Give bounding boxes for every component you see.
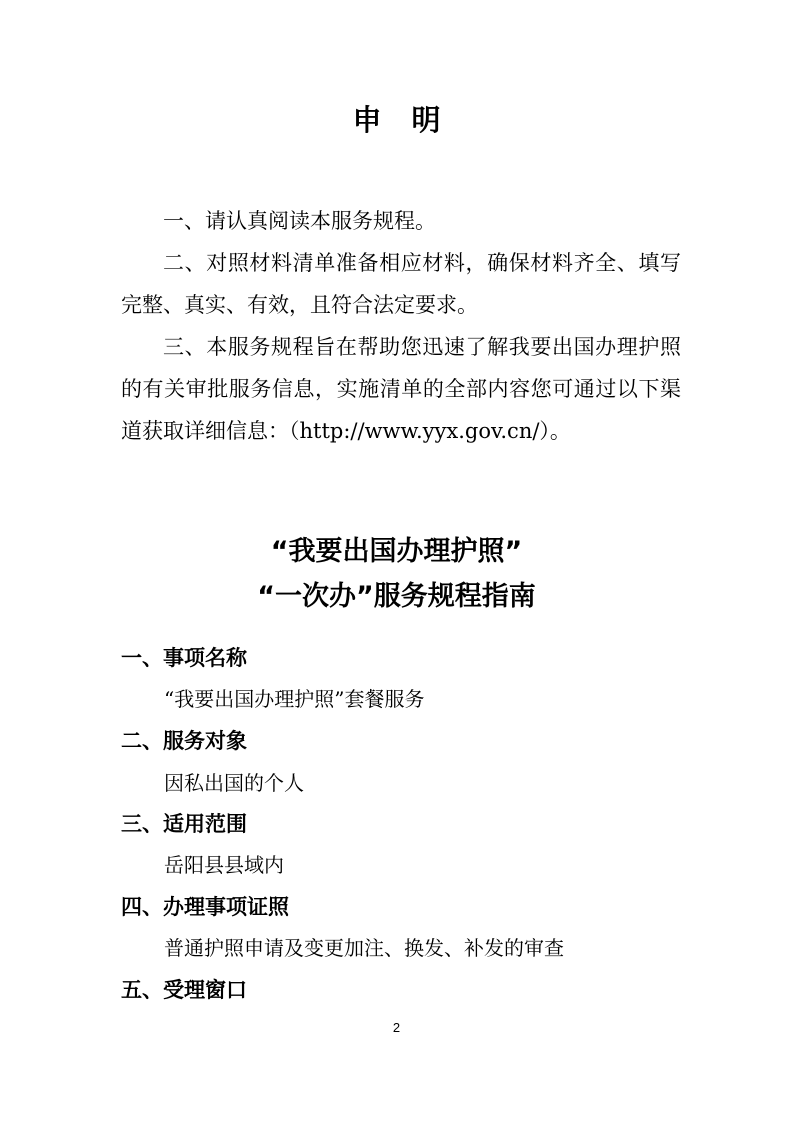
page-number: 2 [392, 1020, 401, 1035]
section-body-certificates: 普通护照申请及变更加注、换发、补发的审查 [164, 936, 564, 960]
section-heading-item-name: 一、事项名称 [121, 646, 247, 670]
guide-title-line-2: “一次办”服务规程指南 [257, 581, 536, 612]
guide-title-line-1: “我要出国办理护照” [270, 536, 523, 567]
declaration-title: 申明 [352, 103, 471, 137]
section-body-service-target: 因私出国的个人 [164, 771, 304, 795]
section-heading-service-window: 五、受理窗口 [121, 978, 247, 1002]
declaration-paragraph-1: 一、请认真阅读本服务规程。 [163, 209, 436, 233]
declaration-paragraph-3: 三、本服务规程旨在帮助您迅速了解我要出国办理护照的有关审批服务信息，实施清单的全部内容您可通过以下渠道获取详细信息：（http://www.yyx.gov.cn/）。 [121, 335, 681, 443]
declaration-paragraph-2: 二、对照材料清单准备相应材料，确保材料齐全、填写完整、真实、有效，且符合法定要求。 [121, 251, 681, 317]
section-heading-service-target: 二、服务对象 [121, 729, 247, 753]
section-heading-certificates: 四、办理事项证照 [121, 895, 289, 919]
section-body-scope: 岳阳县县域内 [164, 853, 284, 877]
section-heading-scope: 三、适用范围 [121, 812, 247, 836]
section-body-item-name: “我要出国办理护照”套餐服务 [164, 687, 425, 711]
